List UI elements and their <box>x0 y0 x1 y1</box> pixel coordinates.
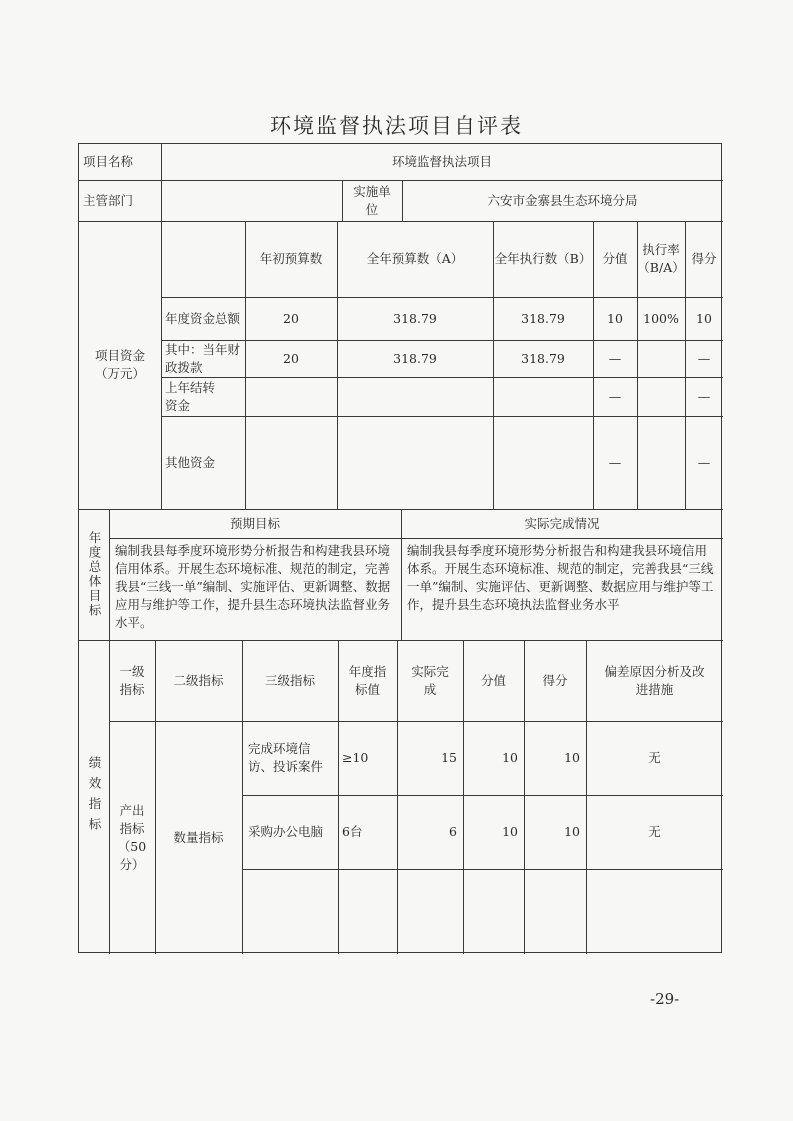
header-deviation: 偏差原因分析及改进措施 <box>604 663 705 697</box>
fund-row-score-value: — <box>608 388 622 404</box>
fund-row-initial: 20 <box>283 310 299 326</box>
target-value: 6台 <box>342 824 363 839</box>
funds-section-label: 项目资金（万元） <box>94 348 145 381</box>
fund-row-score: 10 <box>696 310 712 326</box>
deviation-value: 无 <box>648 750 661 765</box>
fund-row-label: 其中：当年财政拨款 <box>165 341 241 375</box>
level3-value <box>242 869 338 954</box>
actual-completion-header: 实际完成情况 <box>524 515 600 531</box>
fund-row-executed: 318.79 <box>521 350 565 366</box>
project-name-label: 项目名称 <box>83 154 134 169</box>
impl-unit-value: 六安市金寨县生态环境分局 <box>487 192 638 208</box>
fund-row-score: — <box>697 388 711 404</box>
fund-row-score: — <box>697 454 711 470</box>
header-level3: 三级指标 <box>264 672 315 688</box>
deviation-value <box>586 869 723 954</box>
header-execution-rate: 执行率（B/A） <box>637 242 685 275</box>
header-initial-budget: 年初预算数 <box>259 251 323 266</box>
self-evaluation-table <box>78 143 722 953</box>
actual-completion-text: 编制我县每季度环境形势分析报告和构建我县环境信用体系。开展生态环境标准、规范的制定，完善我县“三线一单”编制、实施评估、更新调整、数据应用与维护等工作，提升县生态环境执法监督业务水平 <box>407 543 714 612</box>
fund-row-label: 年度资金总额 <box>165 310 241 326</box>
score <box>524 869 586 954</box>
header-target: 年度指标值 <box>348 663 387 697</box>
fund-row-score-value: — <box>608 350 622 366</box>
project-name-value: 环境监督执法项目 <box>391 154 492 169</box>
score: 10 <box>564 750 580 765</box>
header-annual-budget: 全年预算数（A） <box>366 251 464 266</box>
fund-row-executed: 318.79 <box>521 310 565 326</box>
fund-row-annual: 318.79 <box>393 310 437 326</box>
level3-value: 完成环境信访、投诉案件 <box>248 741 324 774</box>
score-value <box>463 869 524 954</box>
level2-value: 数量指标 <box>173 829 224 845</box>
target-value: ≥10 <box>342 750 369 765</box>
header-score: 得分 <box>542 672 568 688</box>
performance-section-label: 绩效指标 <box>87 756 102 838</box>
header-level1: 一级指标 <box>119 663 145 697</box>
header-score-value: 分值 <box>602 251 628 266</box>
fund-row-score-value: 10 <box>607 310 623 326</box>
target-value <box>338 869 397 954</box>
fund-row-score-value: — <box>608 454 622 470</box>
expected-goal-header: 预期目标 <box>229 515 280 531</box>
fund-row-executed <box>493 377 593 416</box>
score-value: 10 <box>502 824 518 839</box>
header-score: 得分 <box>691 251 717 266</box>
fund-row-initial: 20 <box>283 350 299 366</box>
fund-row-initial <box>245 377 337 416</box>
score: 10 <box>564 824 580 839</box>
fund-row-executed <box>493 416 593 509</box>
fund-row-rate <box>637 340 685 377</box>
fund-row-annual: 318.79 <box>393 350 437 366</box>
level1-value: 产出指标（50分） <box>117 802 147 872</box>
header-score-value: 分值 <box>480 672 506 688</box>
level3-value: 采购办公电脑 <box>248 824 324 839</box>
dept-label: 主管部门 <box>83 192 134 208</box>
fund-row-rate <box>637 377 685 416</box>
header-annual-executed: 全年执行数（B） <box>494 251 592 266</box>
page-title: 环境监督执法项目自评表 <box>270 114 523 138</box>
header-actual: 实际完成 <box>411 663 449 697</box>
actual-value <box>397 869 463 954</box>
fund-row-annual <box>337 377 493 416</box>
fund-row-annual <box>337 416 493 509</box>
actual-value: 15 <box>441 750 457 765</box>
fund-row-rate <box>637 416 685 509</box>
fund-row-label: 其他资金 <box>165 454 216 470</box>
fund-row-label: 上年结转资金 <box>165 379 216 413</box>
impl-unit-label: 实施单位 <box>353 183 391 217</box>
fund-row-score: — <box>697 350 711 366</box>
fund-row-initial <box>245 416 337 509</box>
expected-goal-text: 编制我县每季度环境形势分析报告和构建我县环境信用体系。开展生态环境标准、规范的制定，完善我县“三线一单”编制、实施评估、更新调整、数据应用与维护等工作，提升县生态环境执法监督业务水平。 <box>115 543 391 630</box>
score-value: 10 <box>502 750 518 765</box>
page-number: -29- <box>650 990 680 1008</box>
actual-value: 6 <box>449 824 457 839</box>
dept-value <box>161 180 342 221</box>
deviation-value: 无 <box>648 824 661 839</box>
header-level2: 二级指标 <box>173 672 224 688</box>
fund-row-rate: 100% <box>643 310 679 326</box>
goals-section-label: 年度总体目标 <box>87 531 102 618</box>
